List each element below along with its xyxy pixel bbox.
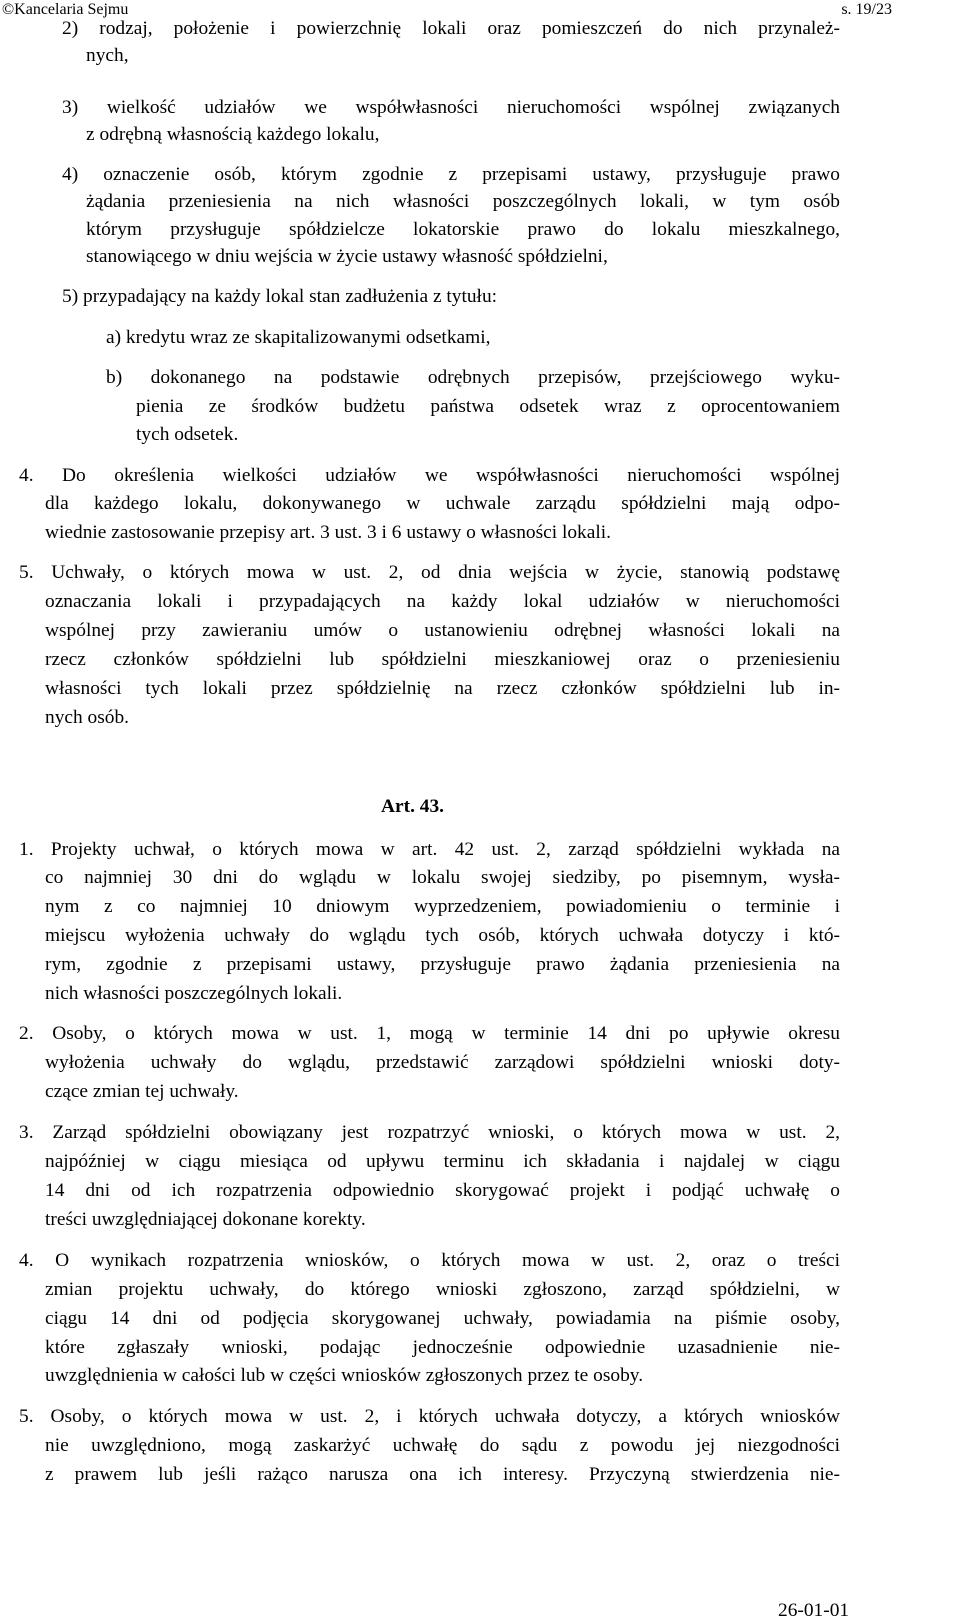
text-line: 1. Projekty uchwał, o których mowa w art. 42 ust. 2, zarząd spółdzielni wykłada na xyxy=(19,839,840,860)
text-line: miejscu wyłożenia uchwały do wglądu tych osób, których uchwała dotyczy i któ- xyxy=(45,925,840,946)
text-line: najpóźniej w ciągu miesiąca od upływu terminu ich składania i najdalej w ciągu xyxy=(45,1151,840,1172)
footer-code: 26-01-01 xyxy=(778,1600,850,1621)
text-line: rzecz członków spółdzielni lub spółdzielni mieszkaniowej oraz o przeniesieniu xyxy=(45,649,840,670)
text-line: z odrębną własnością każdego lokalu, xyxy=(86,124,380,145)
text-line: żądania przeniesienia na nich własności poszczególnych lokali, w tym osób xyxy=(86,191,840,212)
text-line: 4. Do określenia wielkości udziałów we współwłasności nieruchomości wspólnej xyxy=(19,465,840,486)
text-line: b) dokonanego na podstawie odrębnych przepisów, przejściowego wyku- xyxy=(106,367,840,388)
text-line: nych, xyxy=(86,45,129,66)
text-line: nym z co najmniej 10 dniowym wyprzedzeniem, powiadomieniu o terminie i xyxy=(45,896,840,917)
text-line: które zgłaszały wnioski, podając jednocześnie odpowiednie uzasadnienie nie- xyxy=(45,1337,840,1358)
text-line: pienia ze środków budżetu państwa odsetek wraz z oprocentowaniem xyxy=(136,396,840,417)
text-line: zmian projektu uchwały, do którego wnioski zgłoszono, zarząd spółdzielni, w xyxy=(45,1279,840,1300)
text-line: wyłożenia uchwały do wglądu, przedstawić zarządowi spółdzielni wnioski doty- xyxy=(45,1052,840,1073)
text-line: z prawem lub jeśli rażąco narusza ona ich interesy. Przyczyną stwierdzenia nie- xyxy=(45,1464,840,1485)
text-line: stanowiącego w dniu wejścia w życie ustawy własność spółdzielni, xyxy=(86,246,608,267)
text-line: uwzględnienia w całości lub w części wniosków zgłoszonych przez te osoby. xyxy=(45,1365,644,1386)
text-line: co najmniej 30 dni do wglądu w lokalu swojej siedziby, po pisemnym, wysła- xyxy=(45,867,840,888)
text-line: nych osób. xyxy=(45,707,130,728)
text-line: 5) przypadający na każdy lokal stan zadłużenia z tytułu: xyxy=(62,286,498,307)
text-line: własności tych lokali przez spółdzielnię na rzecz członków spółdzielni lub in- xyxy=(45,678,840,699)
header-source: ©Kancelaria Sejmu xyxy=(2,1,129,18)
text-line: którym przysługuje spółdzielcze lokatorskie prawo do lokalu mieszkalnego, xyxy=(86,219,840,240)
text-line: 5. Osoby, o których mowa w ust. 2, i których uchwała dotyczy, a których wniosków xyxy=(19,1406,840,1427)
text-line: dla każdego lokalu, dokonywanego w uchwale zarządu spółdzielni mają odpo- xyxy=(45,493,840,514)
text-line: wiednie zastosowanie przepisy art. 3 ust. 3 i 6 ustawy o własności lokali. xyxy=(45,522,611,543)
text-line: 4. O wynikach rozpatrzenia wniosków, o których mowa w ust. 2, oraz o treści xyxy=(19,1250,840,1271)
text-line: 2. Osoby, o których mowa w ust. 1, mogą w terminie 14 dni po upływie okresu xyxy=(19,1023,840,1044)
text-line: nich własności poszczególnych lokali. xyxy=(45,983,343,1004)
text-line: ciągu 14 dni od podjęcia skorygowanej uchwały, powiadamia na piśmie osoby, xyxy=(45,1308,840,1329)
text-line: czące zmian tej uchwały. xyxy=(45,1081,239,1102)
text-line: 14 dni od ich rozpatrzenia odpowiednio skorygować projekt i podjąć uchwałę o xyxy=(45,1180,840,1201)
text-line: 5. Uchwały, o których mowa w ust. 2, od dnia wejścia w życie, stanowią podstawę xyxy=(19,562,840,583)
text-line: rym, zgodnie z przepisami ustawy, przysługuje prawo żądania przeniesienia na xyxy=(45,954,840,975)
text-line: oznaczania lokali i przypadających na każdy lokal udziałów w nieruchomości xyxy=(45,591,840,612)
text-line: wspólnej przy zawieraniu umów o ustanowieniu odrębnej własności lokali na xyxy=(45,620,840,641)
text-line: treści uwzględniającej dokonane korekty. xyxy=(45,1209,366,1230)
header-page-number: s. 19/23 xyxy=(841,1,892,18)
article-heading: Art. 43. xyxy=(381,796,445,817)
text-line: 4) oznaczenie osób, którym zgodnie z przepisami ustawy, przysługuje prawo xyxy=(62,164,840,185)
text-line: 3) wielkość udziałów we współwłasności nieruchomości wspólnej związanych xyxy=(62,97,840,118)
text-line: a) kredytu wraz ze skapitalizowanymi odsetkami, xyxy=(106,327,491,348)
text-line: tych odsetek. xyxy=(136,424,239,445)
text-line: 2) rodzaj, położenie i powierzchnię lokali oraz pomieszczeń do nich przynależ- xyxy=(62,18,840,39)
text-line: nie uwzględniono, mogą zaskarżyć uchwałę do sądu z powodu jej niezgodności xyxy=(45,1435,840,1456)
text-line: 3. Zarząd spółdzielni obowiązany jest rozpatrzyć wnioski, o których mowa w ust. 2, xyxy=(19,1122,840,1143)
